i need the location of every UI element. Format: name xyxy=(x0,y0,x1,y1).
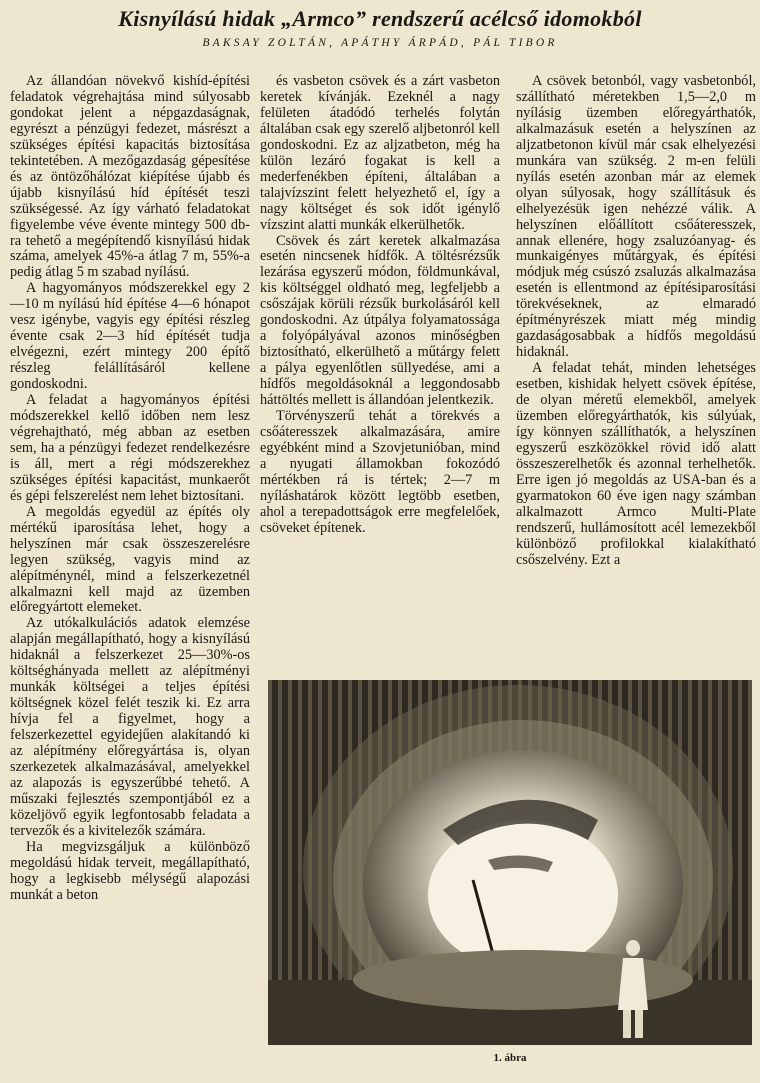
paragraph: és vasbeton csövek és a zárt vasbeton keretek kívánják. Ezeknél a nagy felületen átadódó terhelés folytán általában csak egy szerelő aljbetonról kell gondoskodni. Ez az aljzatbeton, még ha külön lezáró fogakat is kell a mederfenékben építeni, általában a talajvízszint felett helyezhető el, így a nagy költséget és sok időt igénylő vízszint alatti munkák elkerülhetők. xyxy=(260,73,500,233)
paragraph: A hagyományos módszerekkel egy 2—10 m nyílású híd építése 4—6 hónapot vesz igénybe, vagyis egy építési részleg évente csak 2—3 híd építését tudja elvégezni, ezért mintegy 200 építő részleg felállításáról kellene gondoskodni. xyxy=(10,280,250,393)
paragraph: A feladat a hagyományos építési módszerekkel kellő időben nem lesz végrehajtható, még abban az esetben sem, ha a pénzügyi fedezet rendelkezésre is áll, mert a régi módszerekhez szükséges építési kapacitást, munkaerőt és gépi felszerelést nem lehet biztosítani. xyxy=(10,392,250,504)
paragraph: Az utókalkulációs adatok elemzése alapján megállapítható, hogy a kisnyílású hidaknál a felszerkezet 25—30%-os költséghányada mellett az alépítményi munkák költségei a teljes építési költségnek közel felét teszik ki. Ez arra hívja fel a figyelmet, hogy a felszerkezettel egyidejűen alakítandó ki az alépítmény előregyártása is, olyan szerkezetek alkalmazásával, amelyekkel az alapozás is egyszerűbbé tehető. A műszaki fejlesztés szempontjából ez a közeljövő egyik legfontosabb feladata a tervezők és a kivitelezők számára. xyxy=(10,615,250,839)
figure-caption: 1. ábra xyxy=(493,1052,527,1064)
article-authors: BAKSAY ZOLTÁN, APÁTHY ÁRPÁD, PÁL TIBOR xyxy=(202,37,558,49)
paragraph: A feladat tehát, minden lehetséges esetben, kishidak helyett csövek építése, de olyan méretű elemekből, amelyek üzemben előregyárthatók, kis súlyúak, így könnyen szállíthatók, a helyszínen egyszerű eszközökkel rövid idő alatt összeszerelhetők és azonnal terhelhetők. Erre igen jó megoldás az USA-ban és a gyarmatokon 60 éve igen nagy számban alkalmazott Armco Multi-Plate rendszerű, hullámosított acél lemezekből különböző profilokkal kialakítható csőszelvény. Ezt a xyxy=(516,360,756,568)
paragraph: Az állandóan növekvő kishíd-építési feladatok végrehajtása mind súlyosabb gondokat jelent a népgazdaságnak, egyrészt a pénzügyi fedezet, másrészt a szükséges építési kapacitás biztosítása tekintetében. A mezőgazdaság gépesítése és az öntözőhálózat kiépítése újabb és újabb kisnyílású híd építését teszi szükségessé. Az így várható feladatokat figyelembe véve évente mintegy 500 db-ra tehető a megépítendő kisnyílású hidak száma, amelyek 45%-a átlag 7 m, 55%-a pedig átlag 5 m szabad nyílású. xyxy=(10,73,250,281)
figure-photo xyxy=(268,680,752,1045)
pipe-interior-illustration xyxy=(268,680,752,1045)
paragraph: Ha megvizsgáljuk a különböző megoldású hidak terveit, megállapítható, hogy a legkisebb mélységű alapozási munkát a beton xyxy=(10,838,250,903)
paragraph: A csövek betonból, vagy vasbetonból, szállítható méretekben 1,5—2,0 m nyílásig üzemben előregyárthatók, alkalmazásuk esetén a helyszínen az aljzatbetonon kívül már csak elhelyezési munkára van szükség. 2 m-en felüli nyílás esetén azonban már az elemek olyan súlyosak, hogy szállításuk és elhelyezésük igen nehézzé válik. A helyszínen előállított csőáteresszek, annak ellenére, hogy zsaluzóanyag- és munkaigényes műtárgyak, és építési módjuk még csúszó zsaluzás alkalmazása esetén is ellentmond az építésiparosítási törekvéseknek, az elmaradó építményrészek miatt még mindig gazdaságosabbak a hídfős megoldású hidaknál. xyxy=(516,73,756,361)
text-column-3 xyxy=(516,74,756,569)
paragraph: Törvényszerű tehát a törekvés a csőáteresszek alkalmazására, amire egyébként mind a Szovjetunióban, mind a nyugati államokban fokozódó mértékben rá is tértek; 2—7 m nyíláshatárok között legtöbb esetben, ahol a terepadottságok erre megfelelőek, csöveket építenek. xyxy=(260,408,500,536)
paragraph: A megoldás egyedül az építés oly mértékű iparosítása lehet, hogy a helyszínen már csak összeszerelésre legyen szükség, vagyis mind az alépítménynél, mind a felszerkezetnél alkalmazni kell majd az üzemben előregyártott elemeket. xyxy=(10,503,250,616)
article-title: Kisnyílású hidak „Armco” rendszerű acélcső idomokból xyxy=(118,6,642,31)
paragraph: Csövek és zárt keretek alkalmazása esetén nincsenek hídfők. A töltésrézsűk lezárása egyszerű módon, földmunkával, kis költséggel oldható meg, legfeljebb a csőszájak körüli rézsűk burkolásáról kell gondoskodni. Az útpálya folyamatossága a folyópályával azonos minőségben biztosítható, elkerülhető a műtárgy felett a pálya egyenlőtlen süllyedése, ami a hídfős megoldásoknál a leggondosabb háttöltés mellett is állandóan jelentkezik. xyxy=(260,232,500,409)
text-column-2 xyxy=(260,74,500,537)
text-column-1 xyxy=(10,74,250,904)
